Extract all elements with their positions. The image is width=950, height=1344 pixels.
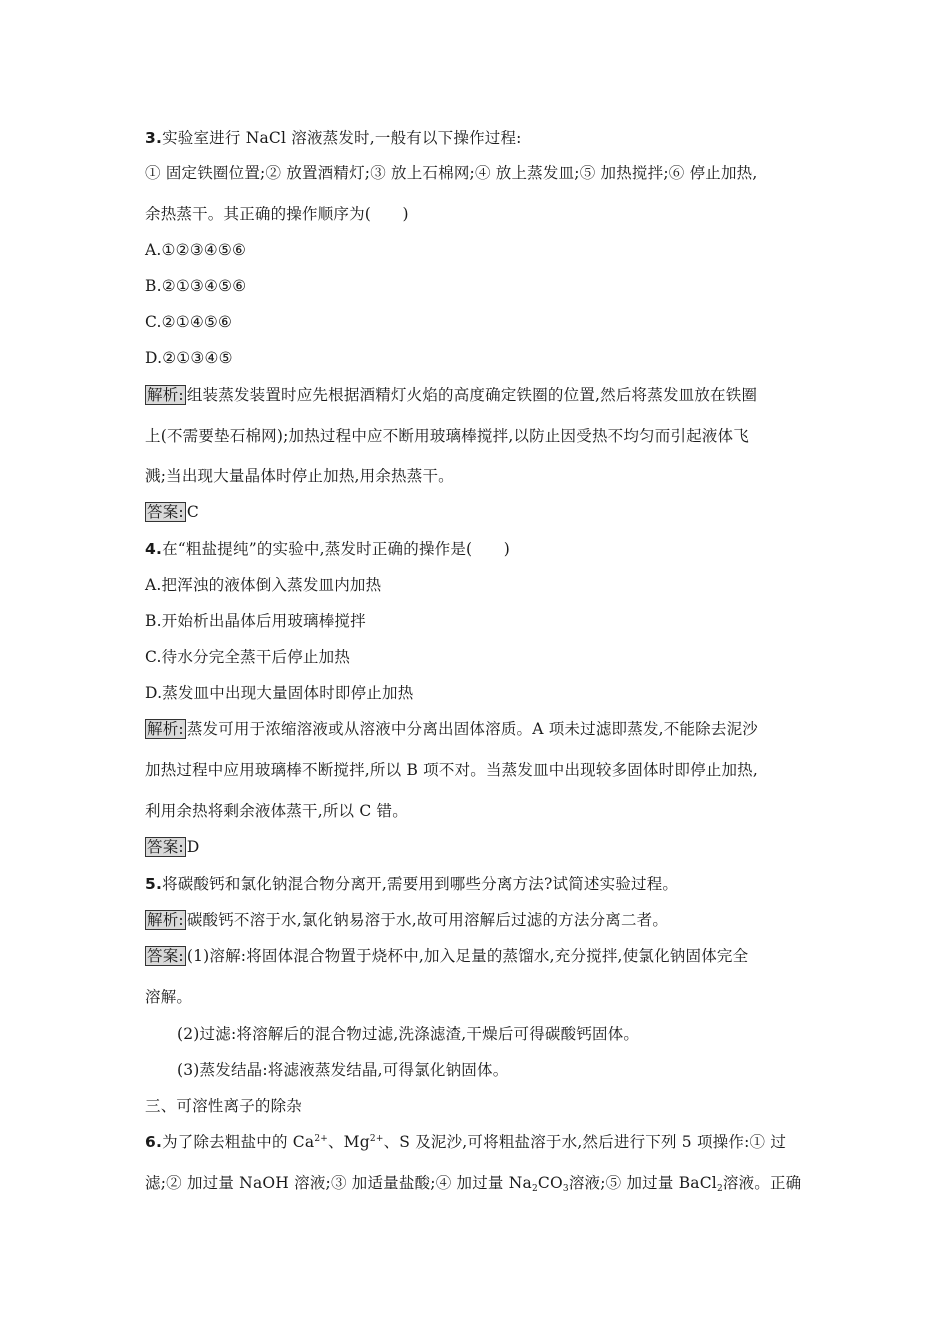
q5-answer-line-1: 答案: (1)溶解:将固体混合物置于烧杯中,加入足量的蒸馏水,充分搅拌,使氯化钠固体完全 (147, 947, 749, 965)
q4-option-a: A.把浑浊的液体倒入蒸发皿内加热 (145, 576, 382, 594)
q5-answer-step-2: (2)过滤:将溶解后的混合物过滤,洗涤滤渣,干燥后可得碳酸钙固体。 (177, 1025, 640, 1043)
q3-option-d: D.②①③④⑤ (145, 349, 233, 367)
q3-option-c: C.②①④⑤⑥ (145, 313, 233, 331)
q4-number: 4. (145, 540, 163, 558)
analysis-label: 解析: (147, 911, 184, 929)
q4-analysis-line-3: 利用余热将剩余液体蒸干,所以 C 错。 (145, 802, 408, 820)
q5-answer-line-2: 溶解。 (145, 988, 193, 1006)
q3-option-a: A.①②③④⑤⑥ (145, 241, 247, 259)
q4-stem: 4.在“粗盐提纯”的实验中,蒸发时正确的操作是( ) (145, 540, 510, 558)
q3-number: 3. (145, 129, 163, 147)
q4-analysis-line-1: 解析: 蒸发可用于浓缩溶液或从溶液中分离出固体溶质。A 项未过滤即蒸发,不能除去泥沙 (147, 720, 758, 738)
q3-stem-line-1: 3.实验室进行 NaCl 溶液蒸发时,一般有以下操作过程: (145, 129, 522, 147)
q3-analysis-line-2: 上(不需要垫石棉网);加热过程中应不断用玻璃棒搅拌,以防止因受热不均匀而引起液体飞 (145, 427, 749, 445)
q5-number: 5. (145, 875, 163, 893)
q5-analysis: 解析: 碳酸钙不溶于水,氯化钠易溶于水,故可用溶解后过滤的方法分离二者。 (147, 911, 669, 929)
q3-analysis-line-3: 溅;当出现大量晶体时停止加热,用余热蒸干。 (145, 467, 454, 485)
q6-stem-line-2: 滤;② 加过量 NaOH 溶液;③ 加适量盐酸;④ 加过量 $Na_2CO_3$溶液;⑤ 加过量 BaCl$_2$溶液。正确 (145, 1174, 802, 1194)
q5-answer-step-3: (3)蒸发结晶:将滤液蒸发结晶,可得氯化钠固体。 (177, 1061, 509, 1079)
q3-answer: 答案: C (147, 503, 199, 521)
section-heading: 三、可溶性离子的除杂 (145, 1097, 303, 1115)
analysis-label: 解析: (147, 720, 184, 738)
q4-analysis-line-2: 加热过程中应用玻璃棒不断搅拌,所以 B 项不对。当蒸发皿中出现较多固体时即停止加热, (145, 761, 759, 779)
q4-option-c: C.待水分完全蒸干后停止加热 (145, 648, 351, 666)
q4-answer: 答案: D (147, 838, 200, 856)
analysis-label: 解析: (147, 386, 184, 404)
q3-analysis-line-1: 解析: 组装蒸发装置时应先根据酒精灯火焰的高度确定铁圈的位置,然后将蒸发皿放在铁圈 (147, 386, 758, 404)
q6-number: 6. (145, 1133, 163, 1151)
answer-label: 答案: (147, 503, 184, 521)
q3-option-b: B.②①③④⑤⑥ (145, 277, 247, 295)
answer-label: 答案: (147, 838, 184, 856)
q5-stem: 5.将碳酸钙和氯化钠混合物分离开,需要用到哪些分离方法?试简述实验过程。 (145, 875, 679, 893)
q6-stem-line-1: 6.为了除去粗盐中的 $Ca^{2+}$、$Mg^{2+}$、S 及泥沙,可将粗盐溶于水,然后进行下列 5 项操作:① 过 (145, 1133, 787, 1151)
answer-label: 答案: (147, 947, 184, 965)
q3-stem-line-3: 余热蒸干。其正确的操作顺序为( ) (145, 205, 409, 223)
q4-option-b: B.开始析出晶体后用玻璃棒搅拌 (145, 612, 366, 630)
q3-stem-line-2: ① 固定铁圈位置;② 放置酒精灯;③ 放上石棉网;④ 放上蒸发皿;⑤ 加热搅拌;⑥ 停止加热, (145, 164, 758, 182)
q4-option-d: D.蒸发皿中出现大量固体时即停止加热 (145, 684, 414, 702)
